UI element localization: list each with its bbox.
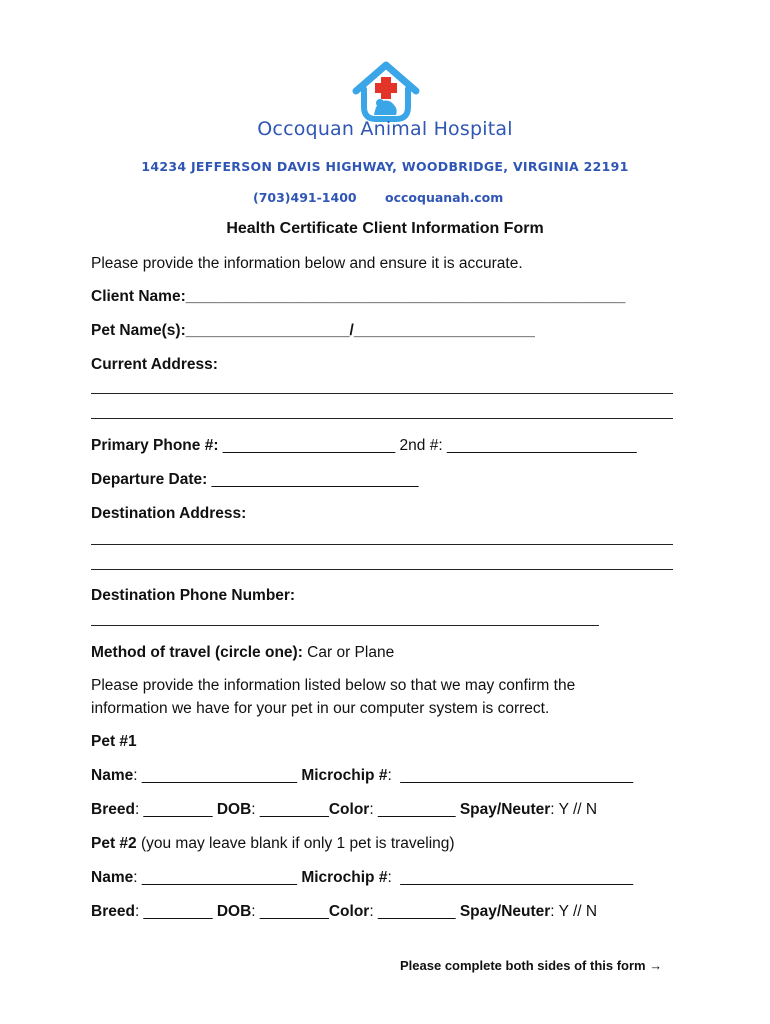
departure-date-row — [91, 471, 418, 489]
client-name-row — [91, 288, 625, 306]
pet1-name-field[interactable]: __________________ — [137, 767, 302, 784]
phone-row — [91, 437, 637, 455]
pet1-heading: Pet #1 — [91, 733, 137, 750]
pet1-microchip-label: Microchip # — [301, 767, 388, 784]
travel-options[interactable]: Car or Plane — [302, 644, 395, 661]
pet1-details-row — [91, 801, 597, 819]
pet1-color-label: Color — [328, 801, 370, 818]
pet1-name-label: Name — [91, 767, 134, 784]
form-intro: Please provide the information below and ensure it is accurate. — [91, 255, 523, 272]
departure-date-field[interactable]: ________________________ — [207, 471, 419, 488]
current-address-line-2[interactable] — [91, 418, 673, 419]
pet2-name-row — [91, 869, 633, 887]
destination-address-line-2[interactable] — [91, 569, 673, 570]
second-phone-label: 2nd #: — [399, 437, 443, 454]
pet2-heading-row — [91, 835, 455, 853]
pet2-details-row — [91, 903, 597, 921]
pet2-name-label: Name — [91, 869, 134, 886]
confirm-text-line-1: Please provide the information listed below so that we may confirm the — [91, 677, 576, 694]
pet2-heading: Pet #2 — [91, 835, 137, 852]
pet1-microchip-field[interactable]: : ___________________________ — [387, 767, 634, 784]
hospital-name: Occoquan Animal Hospital — [257, 118, 513, 140]
confirm-text-line-2: information we have for your pet in our computer system is correct. — [91, 700, 550, 717]
primary-phone-label: Primary Phone #: — [91, 437, 219, 454]
pet1-dob-field[interactable]: : ________ — [251, 801, 329, 818]
pet1-name-colon: : — [133, 767, 138, 784]
hospital-phone: (703)491-1400 — [253, 190, 357, 205]
pet1-name-row — [91, 767, 633, 785]
footer-note: Please complete both sides of this form → — [400, 958, 663, 973]
destination-phone-field[interactable] — [91, 625, 599, 626]
hospital-website: occoquanah.com — [385, 190, 504, 205]
pet2-color-field[interactable]: : _________ — [369, 903, 460, 920]
pet2-name-colon: : — [133, 869, 138, 886]
pet2-spay-options[interactable]: : Y // N — [550, 903, 598, 920]
destination-phone-label: Destination Phone Number: — [91, 587, 296, 604]
pet2-dob-field[interactable]: : ________ — [251, 903, 329, 920]
form-title: Health Certificate Client Information Form — [226, 220, 544, 237]
pet2-name-field[interactable]: __________________ — [137, 869, 302, 886]
travel-row — [91, 644, 394, 662]
pet2-color-label: Color — [328, 903, 370, 920]
pet-names-label: Pet Name(s): — [91, 322, 186, 339]
primary-phone-field[interactable]: ____________________ — [218, 437, 400, 454]
departure-date-label: Departure Date: — [91, 471, 208, 488]
pet-names-row — [91, 322, 535, 340]
pet1-breed-label: Breed — [91, 801, 135, 818]
pet1-breed-field[interactable]: : ________ — [134, 801, 217, 818]
current-address-label: Current Address: — [91, 356, 218, 373]
pet2-dob-label: DOB — [216, 903, 252, 920]
client-name-label: Client Name: — [91, 288, 186, 305]
pet2-breed-label: Breed — [91, 903, 135, 920]
client-name-field[interactable]: ___________________________________________________ — [185, 288, 626, 305]
destination-address-line-1[interactable] — [91, 544, 673, 545]
pet1-color-field[interactable]: : _________ — [369, 801, 460, 818]
pet1-spay-options[interactable]: : Y // N — [550, 801, 598, 818]
pet1-dob-label: DOB — [216, 801, 252, 818]
pet2-breed-field[interactable]: : ________ — [134, 903, 217, 920]
pet2-microchip-field[interactable]: : ___________________________ — [387, 869, 634, 886]
pet2-note: (you may leave blank if only 1 pet is traveling) — [136, 835, 455, 852]
second-phone-field[interactable]: ______________________ — [442, 437, 637, 454]
current-address-line-1[interactable] — [91, 393, 673, 394]
travel-label: Method of travel (circle one): — [91, 644, 303, 661]
pet1-spay-label: Spay/Neuter — [459, 801, 551, 818]
hospital-logo-icon — [350, 57, 422, 125]
destination-address-label: Destination Address: — [91, 505, 247, 522]
pet2-microchip-label: Microchip # — [301, 869, 388, 886]
pet-names-field[interactable]: ___________________/_____________________ — [185, 322, 535, 339]
pet2-spay-label: Spay/Neuter — [459, 903, 551, 920]
hospital-address: 14234 JEFFERSON DAVIS HIGHWAY, WOODBRIDGE, VIRGINIA 22191 — [141, 159, 629, 174]
